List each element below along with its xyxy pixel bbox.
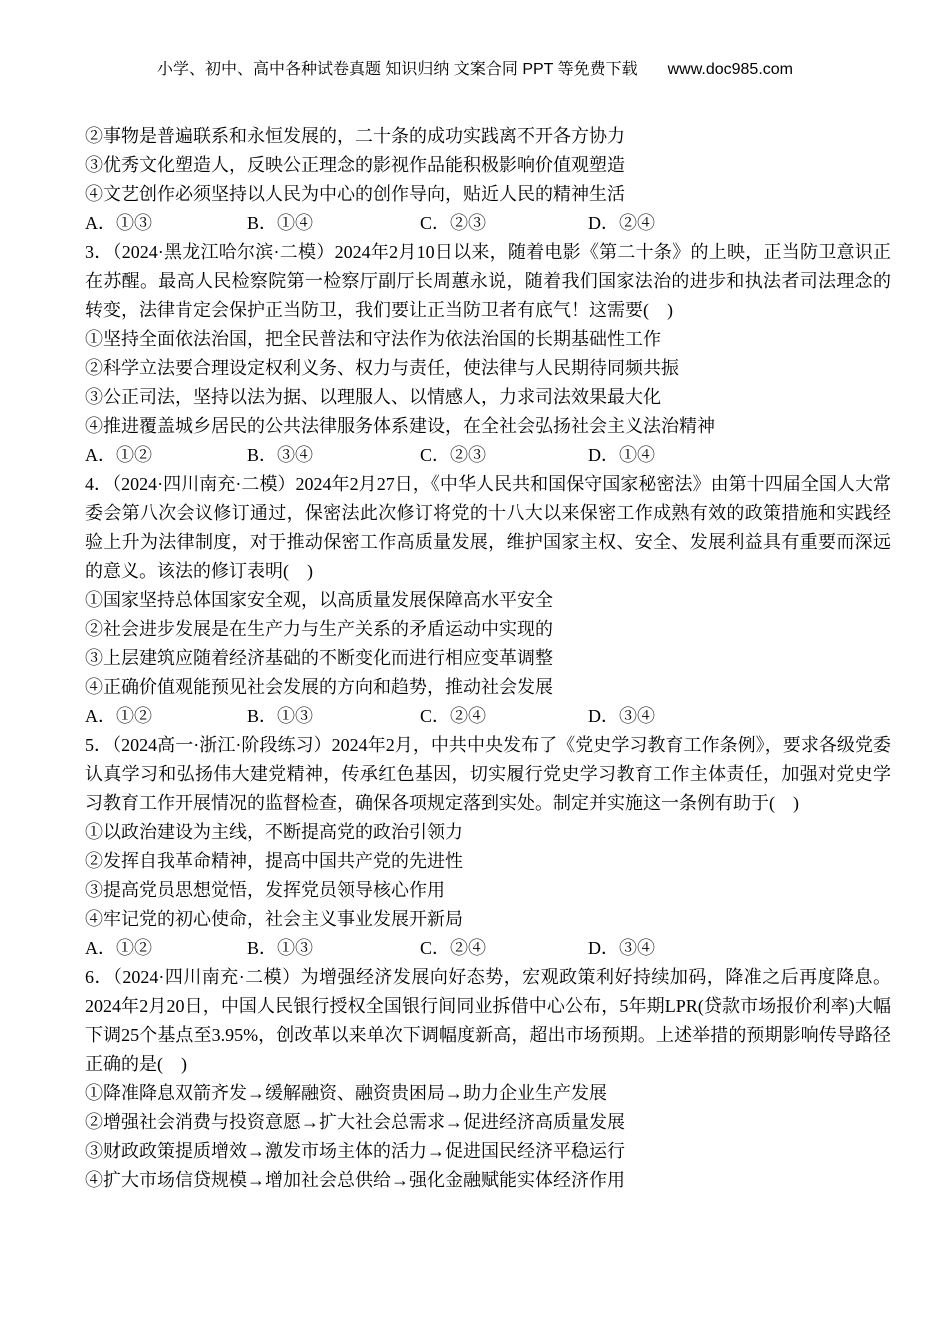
question-statement: ②科学立法要合理设定权利义务、权力与责任，使法律与人民期待同频共振 (85, 358, 679, 378)
question-statement: ②发挥自我革命精神，提高中国共产党的先进性 (85, 851, 463, 871)
header-promo-text: 小学、初中、高中各种试卷真题 知识归纳 文案合同 PPT 等免费下载 (156, 61, 638, 78)
question-stem: 3．（2024·黑龙江哈尔滨·二模）2024年2月10日以来，随着电影《第二十条》的上映，正当防卫意识正在苏醒。最高人民检察院第一检察厅副厅长周蕙永说，随着我们国家法治的进步和执法者司法理念的转变，法律肯定会保护正当防卫，我们要让正当防卫者有底气！这需要( ) (85, 242, 891, 320)
question-statement: ④扩大市场信贷规模→增加社会总供给→强化金融赋能实体经济作用 (85, 1170, 625, 1190)
question-4 (85, 470, 891, 731)
question-6 (85, 963, 891, 1195)
choice-a: A．①② (85, 445, 152, 465)
choice-d: D．①④ (588, 445, 655, 465)
answer-choices-row (85, 934, 891, 963)
answer-choices-row (85, 209, 891, 238)
question-statement: ④牢记党的初心使命，社会主义事业发展开新局 (85, 909, 463, 929)
question-statement: ①国家坚持总体国家安全观，以高质量发展保障高水平安全 (85, 590, 553, 610)
choice-c: C．②④ (420, 706, 487, 726)
question-statement: ③提高党员思想觉悟，发挥党员领导核心作用 (85, 880, 445, 900)
question-statement: ②社会进步发展是在生产力与生产关系的矛盾运动中实现的 (85, 619, 553, 639)
choice-d: D．②④ (588, 213, 655, 233)
choice-c: C．②③ (420, 213, 487, 233)
question-stem: 4．（2024·四川南充·二模）2024年2月27日，《中华人民共和国保守国家秘密法》由第十四届全国人大常委会第八次会议修订通过，保密法此次修订将党的十八大以来保密工作成熟有效的政策措施和实践经验上升为法律制度，对于推动保密工作高质量发展，维护国家主权、安全、发展利益具有重要而深远的意义。该法的修订表明( ) (85, 474, 891, 581)
question-5 (85, 731, 891, 963)
question-statement: ④推进覆盖城乡居民的公共法律服务体系建设，在全社会弘扬社会主义法治精神 (85, 416, 715, 436)
question-stem: 5．（2024高一·浙江·阶段练习）2024年2月，中共中央发布了《党史学习教育工作条例》，要求各级党委认真学习和弘扬伟大建党精神，传承红色基因，切实履行党史学习教育工作主体责任，加强对党史学习教育工作开展情况的监督检查，确保各项规定落到实处。制定并实施这一条例有助于( ) (85, 735, 891, 813)
page-header (0, 56, 950, 79)
choice-b: B．①④ (247, 213, 314, 233)
question-statement: ①降准降息双箭齐发→缓解融资、融资贵困局→助力企业生产发展 (85, 1083, 607, 1103)
question-2-continued (85, 122, 891, 238)
choice-b: B．①③ (247, 938, 314, 958)
choice-a: A．①③ (85, 213, 152, 233)
choice-d: D．③④ (588, 938, 655, 958)
question-statement: ③上层建筑应随着经济基础的不断变化而进行相应变革调整 (85, 648, 553, 668)
choice-c: C．②④ (420, 938, 487, 958)
choice-d: D．③④ (588, 706, 655, 726)
question-statement: ④正确价值观能预见社会发展的方向和趋势，推动社会发展 (85, 677, 553, 697)
question-statement: ④文艺创作必须坚持以人民为中心的创作导向，贴近人民的精神生活 (85, 184, 625, 204)
answer-choices-row (85, 702, 891, 731)
question-statement: ③优秀文化塑造人，反映公正理念的影视作品能积极影响价值观塑造 (85, 155, 625, 175)
question-statement: ②事物是普遍联系和永恒发展的，二十条的成功实践离不开各方协力 (85, 126, 625, 146)
question-statement: ③公正司法，坚持以法为据、以理服人、以情感人，力求司法效果最大化 (85, 387, 661, 407)
question-statement: ①以政治建设为主线，不断提高党的政治引领力 (85, 822, 463, 842)
question-statement: ③财政政策提质增效→激发市场主体的活力→促进国民经济平稳运行 (85, 1141, 625, 1161)
choice-b: B．①③ (247, 706, 314, 726)
choice-c: C．②③ (420, 445, 487, 465)
question-3 (85, 238, 891, 470)
question-statement: ②增强社会消费与投资意愿→扩大社会总需求→促进经济高质量发展 (85, 1112, 625, 1132)
question-stem: 6．（2024·四川南充·二模）为增强经济发展向好态势，宏观政策利好持续加码，降准之后再度降息。2024年2月20日，中国人民银行授权全国银行间同业拆借中心公布，5年期LPR(贷款市场报价利率)大幅下调25个基点至3.95%，创改革以来单次下调幅度新高，超出市场预期。上述举措的预期影响传导路径正确的是( ) (85, 967, 891, 1074)
question-statement: ①坚持全面依法治国，把全民普法和守法作为依法治国的长期基础性工作 (85, 329, 661, 349)
choice-b: B．③④ (247, 445, 314, 465)
choice-a: A．①② (85, 706, 152, 726)
answer-choices-row (85, 441, 891, 470)
choice-a: A．①② (85, 938, 152, 958)
header-site-url: www.doc985.com (667, 61, 793, 78)
exam-content (85, 122, 891, 1195)
